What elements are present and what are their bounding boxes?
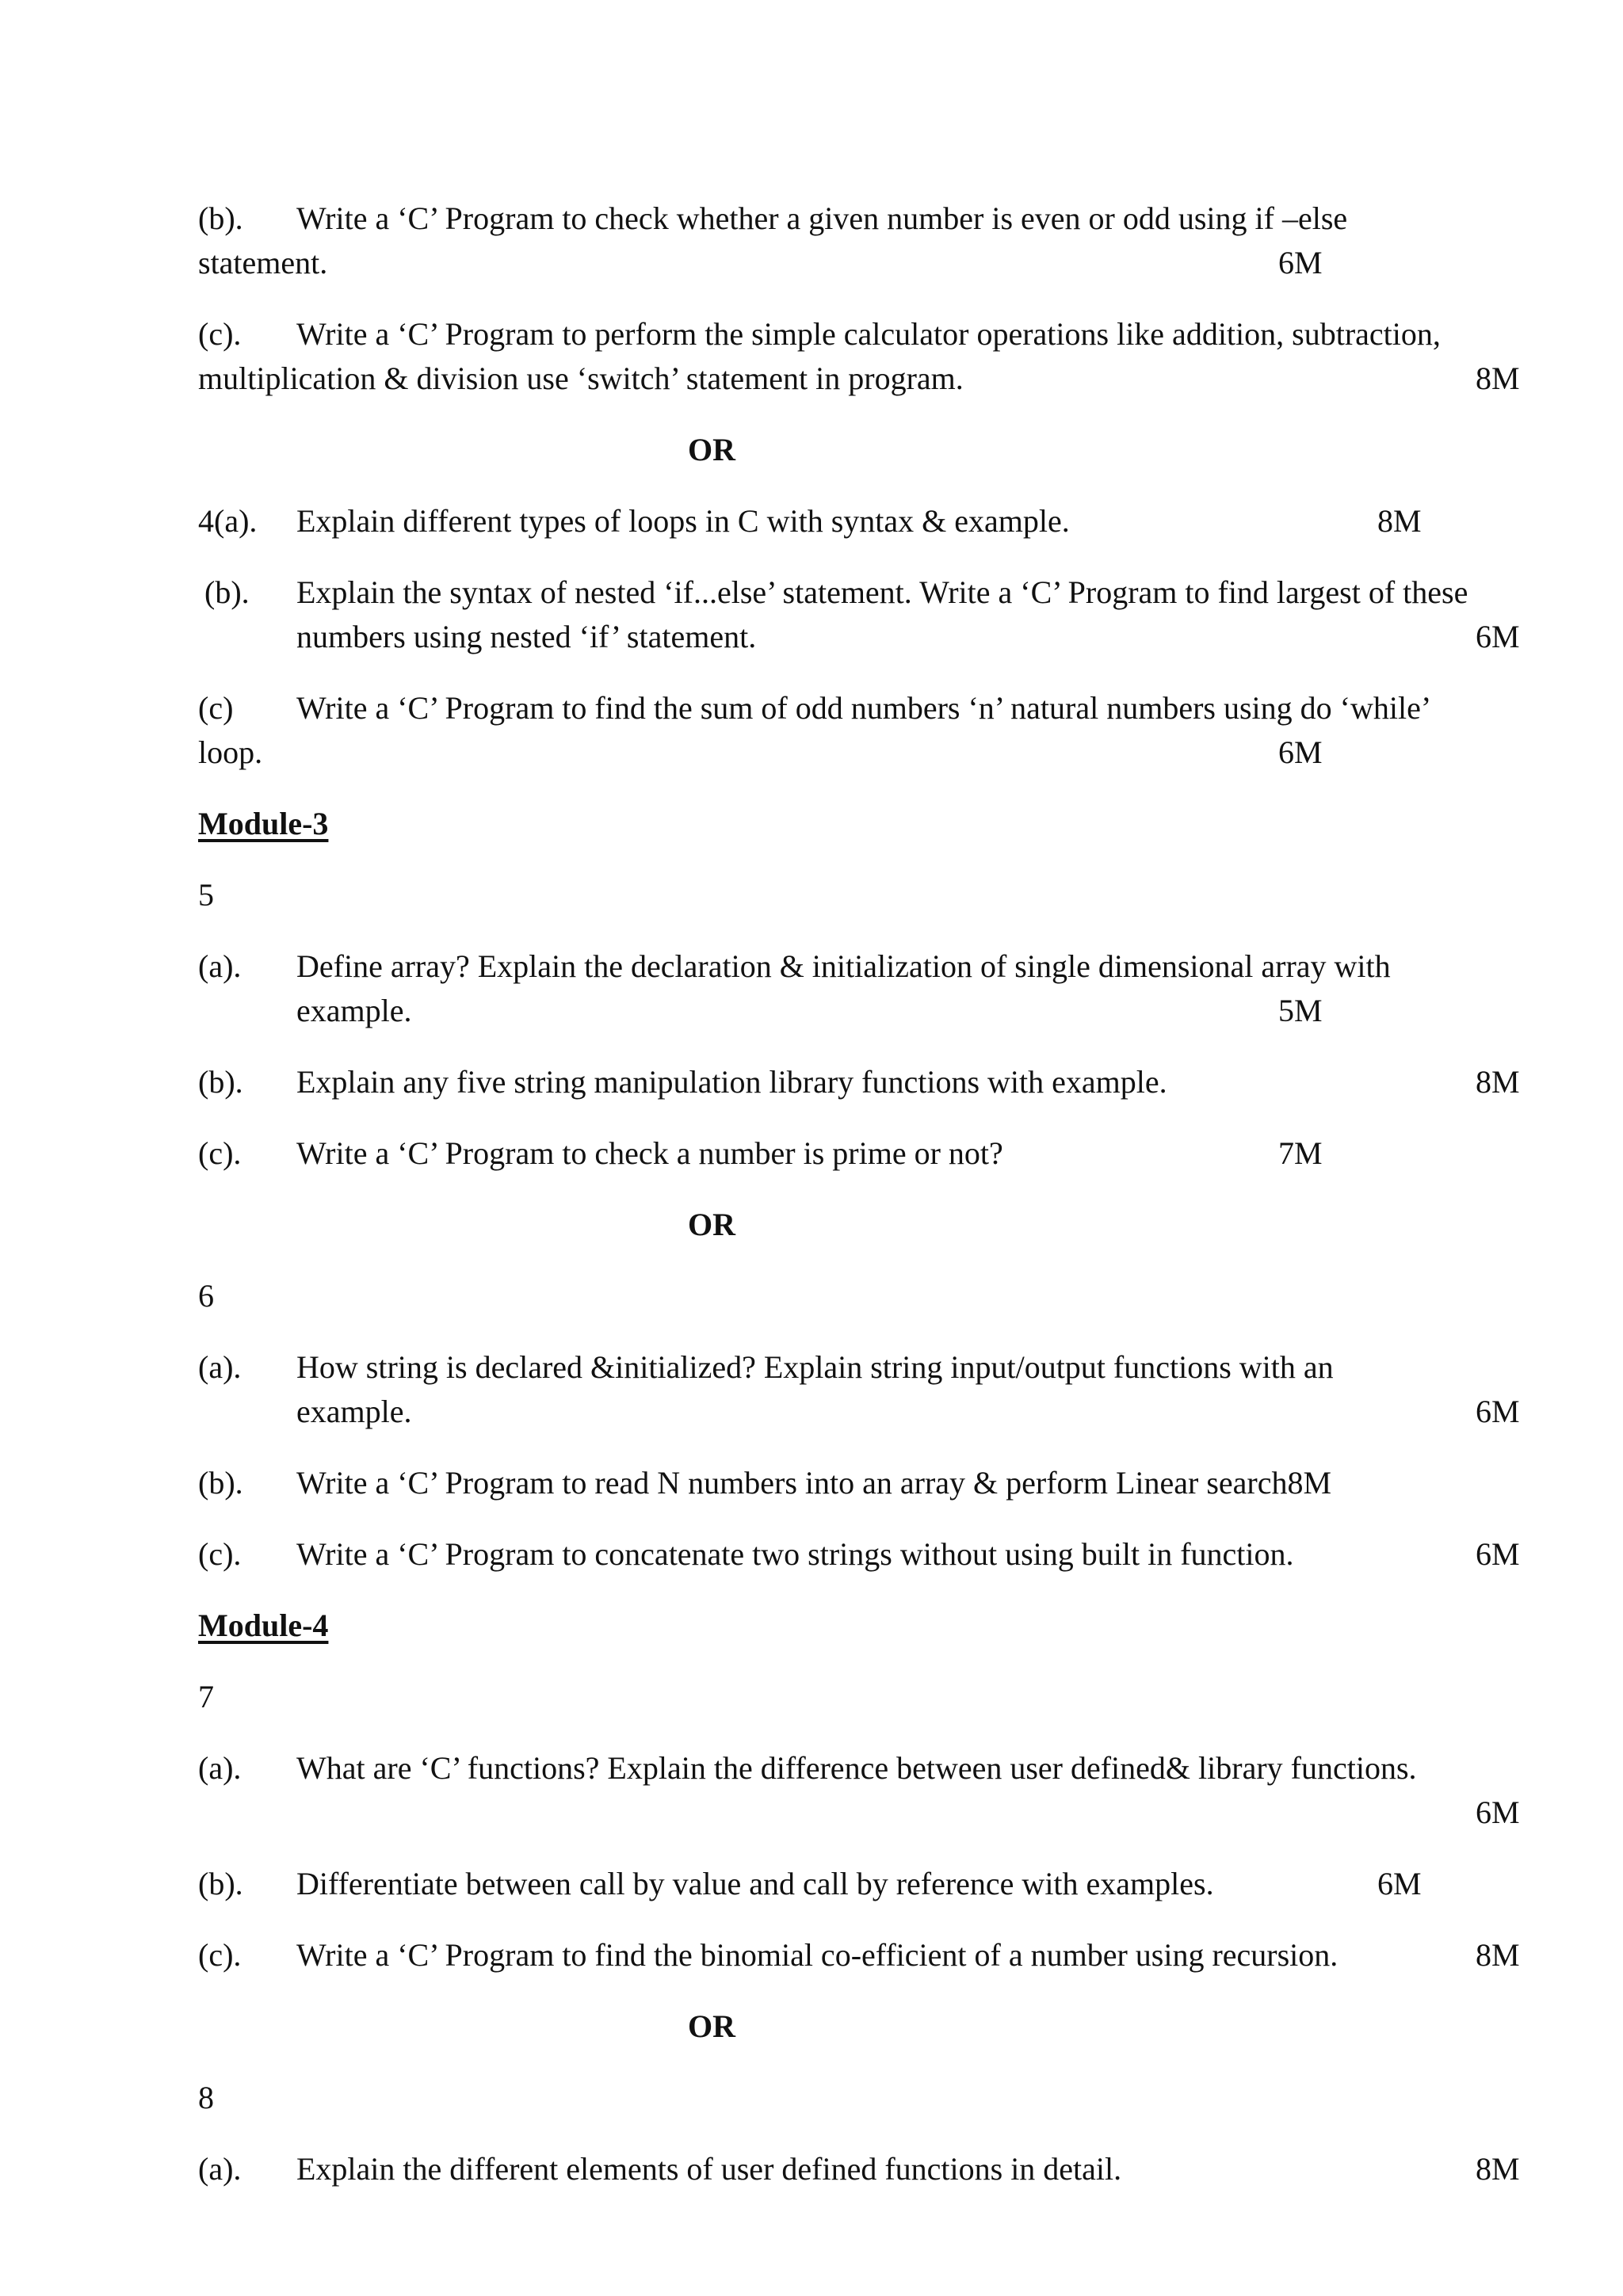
module-heading: Module-3 [198,806,329,841]
question-label: (a). [198,2151,242,2187]
question-label: (c). [198,316,242,352]
question-text: Explain the syntax of nested ‘if...else’ statement. Write a ‘C’ Program to find largest of these [296,574,1468,610]
marks: 8M [1476,1064,1520,1100]
question-label: (c) [198,690,234,726]
question-text: Explain the different elements of user defined functions in detail. [296,2151,1122,2187]
question-label: (b). [204,574,250,610]
question-text: Write a ‘C’ Program to find the binomial co-efficient of a number using recursion. [296,1937,1338,1973]
question-label: (a). [198,1349,242,1385]
question-text: Define array? Explain the declaration & initialization of single dimensional array with [296,948,1391,984]
question-text: Differentiate between call by value and call by reference with examples. [296,1866,1214,1901]
marks: 6M [1377,1866,1422,1901]
marks: 8M [1476,2151,1520,2187]
question-label: (b). [198,1465,243,1501]
question-continuation: numbers using nested ‘if’ statement. [296,619,757,654]
question-text: Write a ‘C’ Program to check whether a given number is even or odd using if –else [296,200,1348,236]
question-text: Write a ‘C’ Program to perform the simple calculator operations like addition, subtraction, [296,316,1441,352]
marks: 6M [1476,1794,1520,1830]
question-label: (b). [198,1866,243,1901]
question-continuation: statement. [198,245,328,280]
question-continuation: loop. [198,734,263,770]
marks: 6M [1476,619,1520,654]
question-label: (a). [198,1750,242,1786]
question-text: Explain any five string manipulation library functions with example. [296,1064,1167,1100]
marks: 5M [1278,993,1323,1028]
question-continuation: example. [296,993,412,1028]
or-separator: OR [688,2008,735,2044]
marks: 7M [1278,1135,1323,1171]
question-text: Write a ‘C’ Program to read N numbers into an array & perform Linear search8M [296,1465,1332,1501]
marks: 8M [1377,503,1422,539]
question-label: (c). [198,1937,242,1973]
question-text: Write a ‘C’ Program to concatenate two strings without using built in function. [296,1536,1294,1572]
question-number: 5 [198,877,214,913]
question-number: 7 [198,1679,214,1714]
marks: 6M [1476,1536,1520,1572]
or-separator: OR [688,432,735,467]
question-text: Write a ‘C’ Program to check a number is prime or not? [296,1135,1003,1171]
or-separator: OR [688,1207,735,1242]
question-label: (c). [198,1536,242,1572]
question-label: (c). [198,1135,242,1171]
question-text: Write a ‘C’ Program to find the sum of odd numbers ‘n’ natural numbers using do ‘while’ [296,690,1432,726]
question-label: (b). [198,200,243,236]
question-label: (a). [198,948,242,984]
question-continuation: multiplication & division use ‘switch’ statement in program. [198,360,964,396]
question-text: What are ‘C’ functions? Explain the difference between user defined& library functions. [296,1750,1417,1786]
question-number: 8 [198,2080,214,2115]
question-label: (b). [198,1064,243,1100]
marks: 6M [1278,734,1323,770]
module-heading: Module-4 [198,1608,329,1643]
question-continuation: example. [296,1394,412,1429]
question-text: How string is declared &initialized? Explain string input/output functions with an [296,1349,1334,1385]
marks: 6M [1278,245,1323,280]
marks: 6M [1476,1394,1520,1429]
question-number: 6 [198,1278,214,1314]
question-text: Explain different types of loops in C with syntax & example. [296,503,1070,539]
question-label: 4(a). [198,503,258,539]
marks: 8M [1476,1937,1520,1973]
marks: 8M [1476,360,1520,396]
